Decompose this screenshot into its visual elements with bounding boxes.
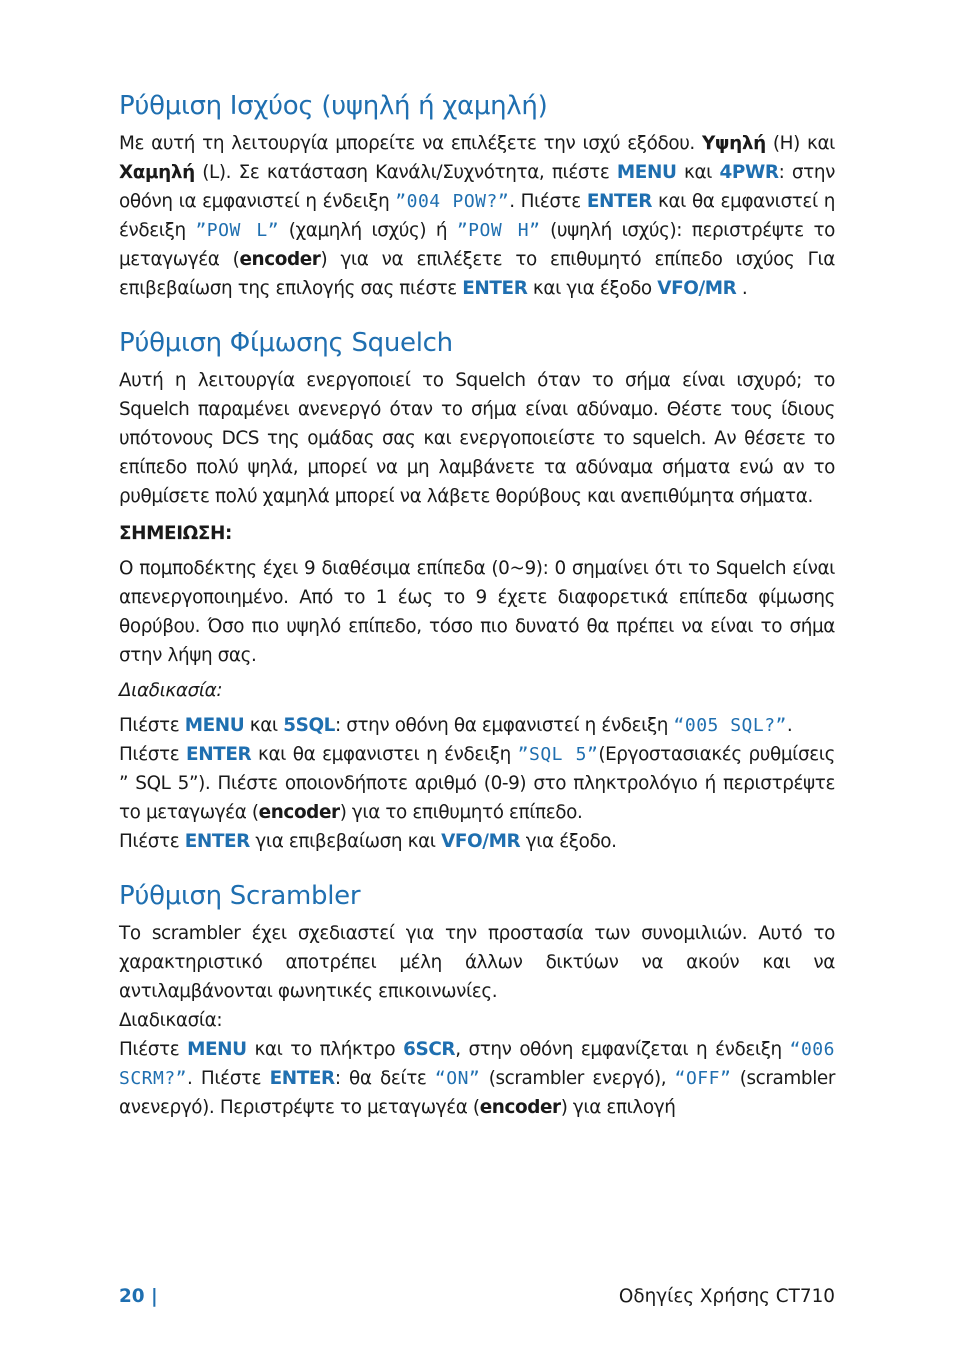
section-title-squelch: Ρύθμιση Φίμωσης Squelch bbox=[119, 328, 453, 358]
key-enter: ENTER bbox=[184, 831, 250, 852]
page-number: 20 | bbox=[119, 1286, 158, 1307]
lcd-sql-5: ”SQL 5” bbox=[517, 744, 599, 765]
key-menu: MENU bbox=[184, 715, 245, 736]
lcd-006-scrm: “006 SCRM?” bbox=[119, 1039, 835, 1089]
key-enter: ENTER bbox=[462, 278, 528, 299]
squelch-paragraph: Αυτή η λειτουργία ενεργοποιεί το Squelch όταν το σήμα είναι ισχυρό; το Squelch παραμένει ανενεργό όταν το σήμα είναι αδύναμο. Θέστε τους ίδιους υπότονους DCS της ομάδας σας και ενεργοποιείστε το squelch. Αν θέσετε το επίπεδο πολύ ψηλά, μπορεί να μη λαμβάνετε τα αδύναμα σήματα ενώ αν το ρυθμίσετε πολύ χαμηλά μπορεί να λάβετε θορύβους και ανεπιθύμητα σήματα. bbox=[119, 370, 835, 507]
section-title-power: Ρύθμιση Ισχύος (υψηλή ή χαμηλή) bbox=[119, 91, 548, 121]
key-menu: MENU bbox=[187, 1039, 247, 1060]
key-6scr: 6SCR bbox=[403, 1039, 456, 1060]
lcd-005-sql: “005 SQL?” bbox=[673, 715, 787, 736]
key-5sql: 5SQL bbox=[283, 715, 335, 736]
lcd-004-pow: ”004 POW?” bbox=[395, 191, 510, 212]
lcd-on: “ON” bbox=[434, 1068, 481, 1089]
note-text: Ο πομποδέκτης έχει 9 διαθέσιμα επίπεδα (0~9): 0 σημαίνει ότι το Squelch είναι απενεργοποιημένο. Από το 1 έως το 9 έχετε διαφορετικά επίπεδα φίμωσης θορύβου. Όσο πιο υψηλό επίπεδο, τόσο πιο δυνατό θα πρέπει να είναι το σήμα στην λήψη σας. bbox=[119, 558, 835, 666]
key-vfo-mr: VFO/MR bbox=[441, 831, 521, 852]
key-vfo-mr: VFO/MR bbox=[657, 278, 737, 299]
scrambler-paragraph: Το scrambler έχει σχεδιαστεί για την προστασία των συνομιλιών. Αυτό το χαρακτηριστικό αποτρέπει μέλη άλλων δικτύων να ακούν και να αντιλαμβάνονται φωνητικές επικοινωνίες. bbox=[119, 923, 835, 1002]
key-menu: MENU bbox=[616, 162, 677, 183]
procedure-label: Διαδικασία: bbox=[119, 680, 223, 701]
scrambler-steps: Πιέστε MENU και το πλήκτρο 6SCR, στην οθόνη εμφανίζεται η ένδειξη “006 SCRM?”. Πιέστε ENTER: θα δείτε “ON” (scrambler ενεργό), “OFF” (scrambler ανενεργό). Περιστρέψτε το μεταγωγέα (encoder) για επιλογή bbox=[119, 1039, 835, 1118]
key-enter: ENTER bbox=[269, 1068, 335, 1089]
power-paragraph: Με αυτή τη λειτουργία μπορείτε να επιλέξετε την ισχύ εξόδου. Υψηλή (H) και Χαμηλή (L). Σε κατάσταση Κανάλι/Συχνότητα, πιέστε MENU και 4PWR: στην οθόνη ια εμφανιστεί η ένδειξη ”004 POW?”. Πιέστε ENTER και θα εμφανιστεί η ένδειξη ”POW L” (χαμηλή ισχύς) ή ”POW H” (υψηλή ισχύς): περιστρέψτε το μεταγωγέα (encoder) για να επιλέξετε το επιθυμητό επίπεδο ισχύος Για επιβεβαίωση της επιλογής σας πιέστε ENTER και για έξοδο VFO/MR . bbox=[119, 133, 835, 299]
squelch-step-1: Πιέστε MENU και 5SQL: στην οθόνη θα εμφανιστεί η ένδειξη “005 SQL?”. bbox=[119, 715, 793, 736]
lcd-off: “OFF” bbox=[674, 1068, 732, 1089]
manual-title: Οδηγίες Χρήσης CT710 bbox=[618, 1286, 835, 1307]
scrambler-procedure-label: Διαδικασία: bbox=[119, 1010, 223, 1031]
squelch-step-3: Πιέστε ENTER για επιβεβαίωση και VFO/MR για έξοδο. bbox=[119, 831, 617, 852]
lcd-pow-l: ”POW L” bbox=[195, 220, 280, 241]
page-content bbox=[119, 88, 835, 1122]
key-enter: ENTER bbox=[586, 191, 653, 212]
squelch-step-2: Πιέστε ENTER και θα εμφανιστει η ένδειξη ”SQL 5”(Εργοστασιακές ρυθμίσεις ” SQL 5”). Πιέστε οποιονδήποτε αριθμό (0-9) στο πληκτρολόγιο ή περιστρέψτε το μεταγωγέα (encoder) για το επιθυμητό επίπεδο. bbox=[119, 744, 835, 823]
key-4pwr: 4PWR bbox=[719, 162, 779, 183]
page-footer bbox=[119, 1286, 835, 1312]
section-title-scrambler: Ρύθμιση Scrambler bbox=[119, 881, 361, 911]
lcd-pow-h: ”POW H” bbox=[456, 220, 541, 241]
note-label: ΣΗΜΕΙΩΣΗ: bbox=[119, 523, 233, 544]
key-enter: ENTER bbox=[186, 744, 252, 765]
